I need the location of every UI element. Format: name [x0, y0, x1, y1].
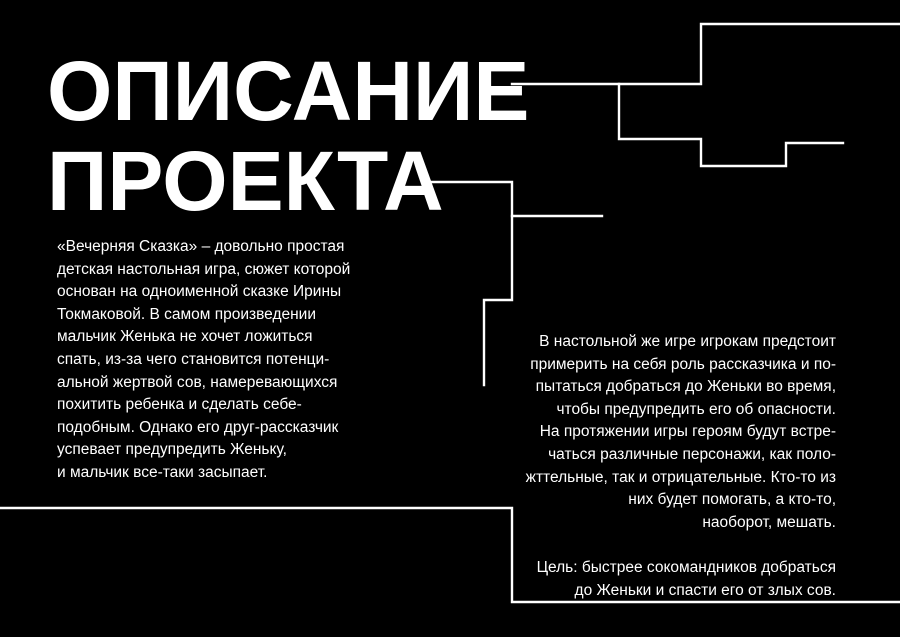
project-description-left	[57, 236, 377, 485]
title-line-1: ОПИСАНИЕ	[47, 44, 530, 138]
text-line: примерить на себя роль рассказчика и по-	[530, 355, 836, 373]
goal-line: до Женьки и спасти его от злых сов.	[574, 581, 836, 599]
text-line: Токмаковой. В самом произведении	[57, 305, 316, 323]
goal-line: Цель: быстрее сокомандников добраться	[536, 558, 836, 576]
text-line: В настольной же игре игрокам предстоит	[539, 333, 836, 350]
line-middle-step	[619, 84, 843, 166]
text-line: них будет помогать, а кто-то,	[628, 491, 836, 509]
line-top-step	[512, 24, 900, 84]
project-description-right	[500, 331, 836, 602]
text-line: спать, из-за чего становится потенци-	[57, 350, 330, 368]
text-line: «Вечерняя Сказка» – довольно простая	[57, 238, 345, 255]
text-line: жттельные, так и отрицательные. Кто-то из	[525, 468, 836, 486]
text-line: подобным. Однако его друг-рассказчик	[57, 418, 339, 436]
text-line: пытаться добраться до Женьки во время,	[535, 378, 836, 396]
paragraph-gap	[500, 534, 836, 557]
text-line: наоборот, мешать.	[702, 513, 836, 531]
text-line: похитить ребенка и сделать себе-	[57, 396, 302, 414]
text-line: и мальчик все-таки засыпает.	[57, 463, 268, 481]
page-title	[47, 46, 529, 226]
text-line: основан на одноименной сказке Ирины	[57, 283, 342, 301]
text-line: На протяжении игры героям будут встре-	[539, 423, 836, 441]
text-line: альной жертвой сов, намеревающихся	[57, 373, 338, 391]
text-line: успевает предупредить Женьку,	[57, 441, 287, 459]
text-line: мальчик Женька не хочет ложиться	[57, 328, 313, 346]
title-line-2: ПРОЕКТА	[47, 134, 444, 228]
text-line: чтобы предупредить его об опасности.	[556, 400, 836, 418]
text-line: детская настольная игра, сюжет которой	[57, 260, 351, 278]
text-line: чаться различные персонажи, как поло-	[548, 445, 836, 463]
